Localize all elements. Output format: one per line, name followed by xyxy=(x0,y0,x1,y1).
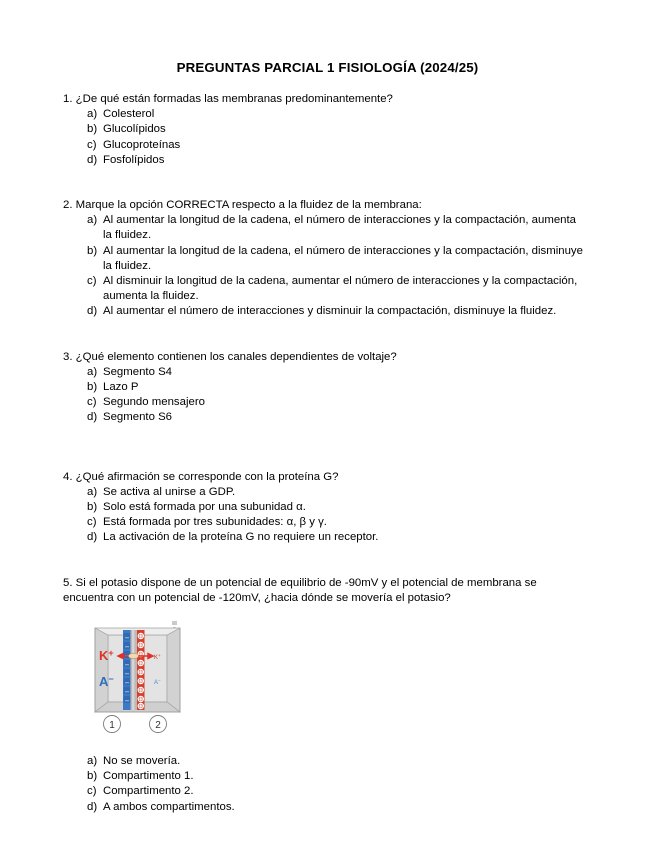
option-1b[interactable] xyxy=(63,122,583,137)
option-letter-4d: d) xyxy=(87,531,98,544)
option-letter-3b: b) xyxy=(87,381,98,394)
option-letter-4c: c) xyxy=(87,516,97,529)
options-list-1 xyxy=(63,107,583,168)
question-block-1 xyxy=(63,92,583,168)
figure-label-potassium-small-text: K xyxy=(154,655,159,662)
option-3b[interactable] xyxy=(63,380,583,395)
option-text-4d: La activación de la proteína G no requiere un receptor. xyxy=(103,531,379,544)
option-text-5c: Compartimento 2. xyxy=(103,785,194,798)
options-list-5 xyxy=(63,754,583,815)
option-4d[interactable] xyxy=(63,530,583,545)
figure-label-anion-text: A xyxy=(99,674,109,690)
membrane-diagram-svg xyxy=(86,618,189,737)
figure-label-anion-small-text: A xyxy=(154,680,159,687)
figure-label-potassium-small-sup: + xyxy=(158,653,161,659)
options-list-3 xyxy=(63,365,583,426)
spacer-1 xyxy=(63,168,583,198)
box-right-wall xyxy=(167,628,180,712)
questions-container xyxy=(63,92,583,815)
option-text-2d: Al aumentar el número de interacciones y disminuir la compactación, disminuye la fluidez. xyxy=(103,305,557,318)
channel-pore xyxy=(129,653,139,658)
question-text-1 xyxy=(63,92,583,107)
spacer-3 xyxy=(63,426,583,470)
option-4a[interactable] xyxy=(63,485,583,500)
option-1d[interactable] xyxy=(63,153,583,168)
option-5c[interactable] xyxy=(63,784,583,799)
option-letter-3d: d) xyxy=(87,411,98,424)
option-text-2b: Al aumentar la longitud de la cadena, el número de interacciones y la compactación, disminuye la fluidez. xyxy=(103,244,583,272)
option-2b[interactable] xyxy=(63,244,583,274)
option-text-5d: A ambos compartimentos. xyxy=(103,800,235,813)
question-number-1: 1. xyxy=(63,93,73,105)
option-letter-5a: a) xyxy=(87,755,98,768)
figure-label-potassium-sup: + xyxy=(108,648,114,659)
options-list-4 xyxy=(63,485,583,546)
option-letter-2b: b) xyxy=(87,244,98,257)
option-text-4a: Se activa al unirse a GDP. xyxy=(103,485,236,498)
option-3d[interactable] xyxy=(63,410,583,425)
plus-charge-markers xyxy=(138,633,143,708)
option-letter-1d: d) xyxy=(87,153,98,166)
question-body-5: Si el potasio dispone de un potencial de equilibrio de -90mV y el potencial de membrana se encuentra con un potencial de -120mV, ¿hacia dónde se movería el potasio? xyxy=(63,576,537,604)
option-letter-1a: a) xyxy=(87,108,98,121)
option-4b[interactable] xyxy=(63,500,583,515)
option-1c[interactable] xyxy=(63,138,583,153)
spacer-2 xyxy=(63,320,583,350)
option-2d[interactable] xyxy=(63,304,583,319)
question-text-4 xyxy=(63,470,583,485)
options-list-2 xyxy=(63,213,583,319)
box-left-wall xyxy=(95,628,108,712)
option-letter-5b: b) xyxy=(87,770,98,783)
option-text-5b: Compartimento 1. xyxy=(103,770,194,783)
option-text-1d: Fosfolípidos xyxy=(103,153,165,166)
question-number-4: 4. xyxy=(63,470,73,483)
question-block-3 xyxy=(63,350,583,426)
question-body-4: ¿Qué afirmación se corresponde con la proteína G? xyxy=(75,470,339,483)
figure-label-potassium-text: K xyxy=(99,648,109,664)
option-letter-3c: c) xyxy=(87,396,97,409)
question-text-3 xyxy=(63,350,583,365)
option-letter-2c: c) xyxy=(87,275,97,288)
option-text-3b: Lazo P xyxy=(103,381,139,394)
question-block-2 xyxy=(63,198,583,320)
option-2c[interactable] xyxy=(63,274,583,304)
option-text-3a: Segmento S4 xyxy=(103,365,173,378)
option-text-1c: Glucoproteínas xyxy=(103,138,181,151)
option-letter-4b: b) xyxy=(87,501,98,514)
option-letter-5d: d) xyxy=(87,800,98,813)
option-letter-5c: c) xyxy=(87,785,97,798)
option-letter-1b: b) xyxy=(87,123,98,136)
option-4c[interactable] xyxy=(63,515,583,530)
option-text-3d: Segmento S6 xyxy=(103,411,173,424)
membrane-core-highlight xyxy=(132,630,135,710)
figure-label-anion-sup: − xyxy=(108,674,114,685)
option-5d[interactable] xyxy=(63,800,583,815)
question-body-1: ¿De qué están formadas las membranas predominantemente? xyxy=(75,93,393,105)
option-text-5a: No se movería. xyxy=(103,755,181,768)
option-text-2a: Al aumentar la longitud de la cadena, el número de interacciones y la compactación, aumenta la fluidez. xyxy=(103,214,576,242)
figure-label-anion-small-sup: − xyxy=(158,678,161,684)
option-text-3c: Segundo mensajero xyxy=(103,396,205,409)
option-text-2c: Al disminuir la longitud de la cadena, aumentar el número de interacciones y la compactación, aumenta la fluidez. xyxy=(103,275,578,303)
question-block-5 xyxy=(63,576,583,815)
compartment-2-label: 2 xyxy=(155,720,161,732)
option-letter-1c: c) xyxy=(87,138,97,151)
spacer-figure xyxy=(63,737,583,754)
question-body-2: Marque la opción CORRECTA respecto a la fluidez de la membrana: xyxy=(75,199,422,212)
compartment-1-label: 1 xyxy=(109,720,115,732)
spacer-4 xyxy=(63,546,583,576)
question-text-2 xyxy=(63,198,583,213)
option-text-1b: Glucolípidos xyxy=(103,123,166,136)
option-5b[interactable] xyxy=(63,769,583,784)
option-text-1a: Colesterol xyxy=(103,108,155,121)
question-body-3: ¿Qué elemento contienen los canales dependientes de voltaje? xyxy=(75,350,397,363)
question-number-3: 3. xyxy=(63,350,73,363)
option-text-4c: Está formada por tres subunidades: α, β y γ. xyxy=(103,516,327,529)
option-5a[interactable] xyxy=(63,754,583,769)
option-text-4b: Solo está formada por una subunidad α. xyxy=(103,501,306,514)
question-number-2: 2. xyxy=(63,199,73,212)
option-letter-4a: a) xyxy=(87,485,98,498)
page-title: PREGUNTAS PARCIAL 1 FISIOLOGÍA (2024/25) xyxy=(176,60,479,75)
option-letter-2d: d) xyxy=(87,305,98,318)
option-3a[interactable] xyxy=(63,365,583,380)
question-block-4 xyxy=(63,470,583,546)
option-3c[interactable] xyxy=(63,395,583,410)
option-2a[interactable] xyxy=(63,213,583,243)
membrane-compartments-figure xyxy=(86,618,189,737)
question-number-5: 5. xyxy=(63,576,73,589)
option-letter-3a: a) xyxy=(87,365,98,378)
question-text-5 xyxy=(63,576,583,606)
option-1a[interactable] xyxy=(63,107,583,122)
option-letter-2a: a) xyxy=(87,214,98,227)
